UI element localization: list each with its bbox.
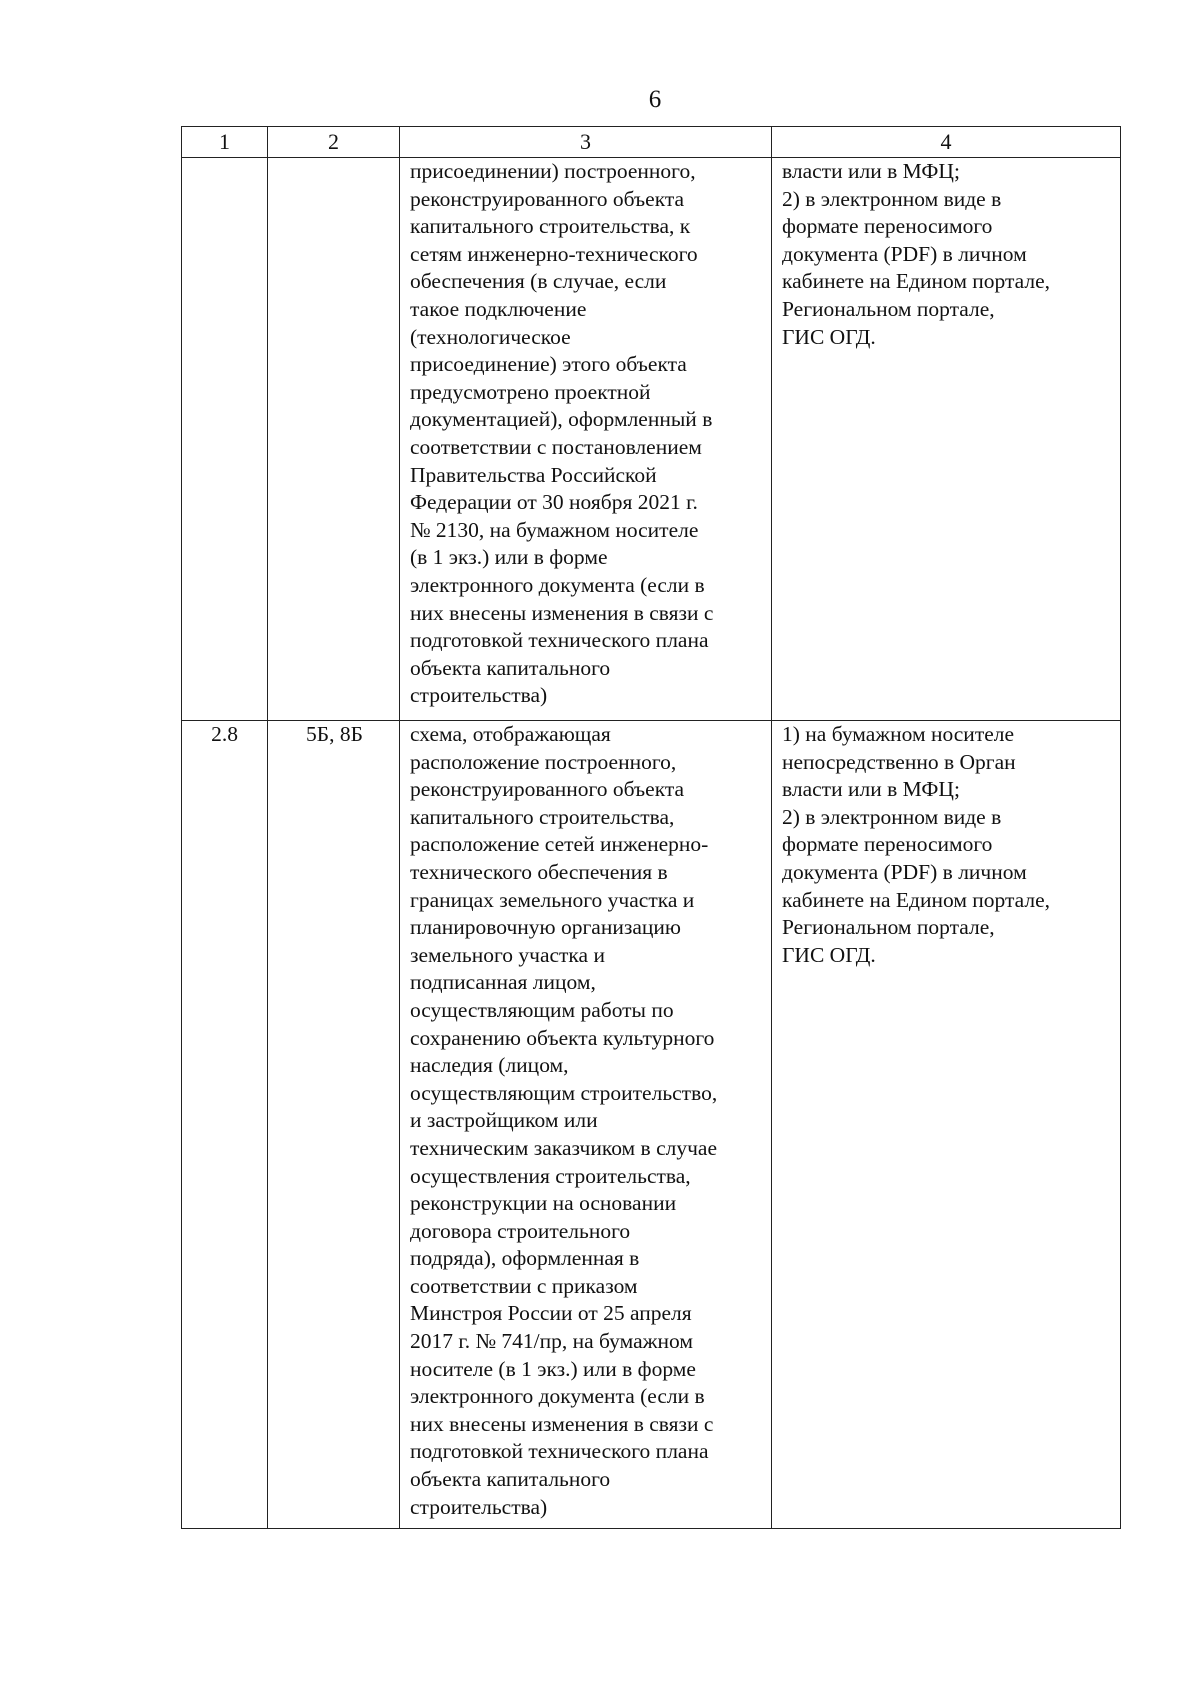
- text-line: реконструкции на основании: [410, 1191, 677, 1216]
- text-line: них внесены изменения в связи с: [410, 600, 714, 625]
- text-line: строительства): [410, 1494, 548, 1519]
- text-line: планировочную организацию: [410, 915, 681, 940]
- table-row: [182, 721, 1121, 1529]
- text-line: присоединение) этого объекта: [410, 352, 687, 377]
- text-line: такое подключение: [410, 296, 587, 321]
- text-line: формате переносимого: [782, 214, 993, 239]
- row-number-cell: 2.8: [182, 721, 268, 1529]
- text-line: ГИС ОГД.: [782, 942, 876, 967]
- text-line: технического обеспечения в: [410, 859, 668, 884]
- text-line: расположение сетей инженерно-: [410, 832, 709, 857]
- text-line: власти или в МФЦ;: [782, 159, 960, 183]
- text-line: Региональном портале,: [782, 296, 995, 321]
- text-line: документацией), оформленный в: [410, 407, 713, 432]
- text-line: подготовкой технического плана: [410, 628, 709, 653]
- submission-method-cell: [772, 158, 1121, 721]
- document-table: [181, 126, 1121, 1529]
- text-line: 2) в электронном виде в: [782, 186, 1002, 211]
- text-line: № 2130, на бумажном носителе: [410, 517, 699, 542]
- text-line: осуществления строительства,: [410, 1163, 691, 1188]
- text-line: непосредственно в Орган: [782, 749, 1016, 774]
- submission-method-cell: [772, 721, 1121, 1529]
- text-line: подряда), оформленная в: [410, 1246, 640, 1271]
- text-line: Правительства Российской: [410, 462, 657, 487]
- table-row: [182, 158, 1121, 721]
- reference-cell: [268, 158, 400, 721]
- text-line: 1) на бумажном носителе: [782, 722, 1015, 746]
- text-line: границах земельного участка и: [410, 887, 695, 912]
- text-line: документа (PDF) в личном: [782, 859, 1027, 884]
- header-cell-4: 4: [772, 127, 1121, 158]
- text-line: реконструированного объекта: [410, 777, 685, 802]
- text-line: сетям инженерно-технического: [410, 241, 698, 266]
- text-line: (технологическое: [410, 324, 571, 349]
- text-line: техническим заказчиком в случае: [410, 1135, 717, 1160]
- text-line: строительства): [410, 683, 548, 708]
- text-line: носителе (в 1 экз.) или в форме: [410, 1356, 696, 1381]
- text-line: предусмотрено проектной: [410, 379, 651, 404]
- text-line: договора строительного: [410, 1218, 631, 1243]
- text-line: Федерации от 30 ноября 2021 г.: [410, 490, 698, 515]
- text-line: (в 1 экз.) или в форме: [410, 545, 608, 570]
- text-line: Региональном портале,: [782, 915, 995, 940]
- text-line: них внесены изменения в связи с: [410, 1411, 714, 1436]
- text-line: наследия (лицом,: [410, 1053, 569, 1078]
- text-line: кабинете на Едином портале,: [782, 887, 1051, 912]
- text-line: объекта капитального: [410, 655, 611, 680]
- text-line: ГИС ОГД.: [782, 324, 876, 349]
- text-line: осуществляющим работы по: [410, 997, 674, 1022]
- text-line: присоединении) построенного,: [410, 159, 696, 183]
- text-line: соответствии с постановлением: [410, 434, 702, 459]
- text-line: электронного документа (если в: [410, 572, 705, 597]
- document-description-cell: [400, 721, 772, 1529]
- header-cell-2: 2: [268, 127, 400, 158]
- text-line: обеспечения (в случае, если: [410, 269, 667, 294]
- reference-cell: 5Б, 8Б: [268, 721, 400, 1529]
- text-line: власти или в МФЦ;: [782, 777, 960, 802]
- document-description-cell: [400, 158, 772, 721]
- text-line: земельного участка и: [410, 942, 605, 967]
- text-line: 2) в электронном виде в: [782, 804, 1002, 829]
- page-number: 6: [648, 86, 662, 113]
- text-line: сохранению объекта культурного: [410, 1025, 715, 1050]
- text-line: соответствии с приказом: [410, 1273, 638, 1298]
- text-line: осуществляющим строительство,: [410, 1080, 718, 1105]
- text-line: подписанная лицом,: [410, 970, 596, 995]
- text-line: и застройщиком или: [410, 1108, 598, 1133]
- text-line: схема, отображающая: [410, 722, 611, 746]
- text-line: реконструированного объекта: [410, 186, 685, 211]
- row-number-cell: [182, 158, 268, 721]
- text-line: Минстроя России от 25 апреля: [410, 1301, 692, 1326]
- table-header-row: [182, 127, 1121, 158]
- text-line: капитального строительства, к: [410, 214, 691, 239]
- text-line: подготовкой технического плана: [410, 1439, 709, 1464]
- text-line: капитального строительства,: [410, 804, 675, 829]
- header-cell-3: 3: [400, 127, 772, 158]
- text-line: документа (PDF) в личном: [782, 241, 1027, 266]
- text-line: 2017 г. № 741/пр, на бумажном: [410, 1329, 693, 1354]
- header-cell-1: 1: [182, 127, 268, 158]
- text-line: кабинете на Едином портале,: [782, 269, 1051, 294]
- text-line: объекта капитального: [410, 1467, 611, 1492]
- text-line: формате переносимого: [782, 832, 993, 857]
- text-line: электронного документа (если в: [410, 1384, 705, 1409]
- text-line: расположение построенного,: [410, 749, 677, 774]
